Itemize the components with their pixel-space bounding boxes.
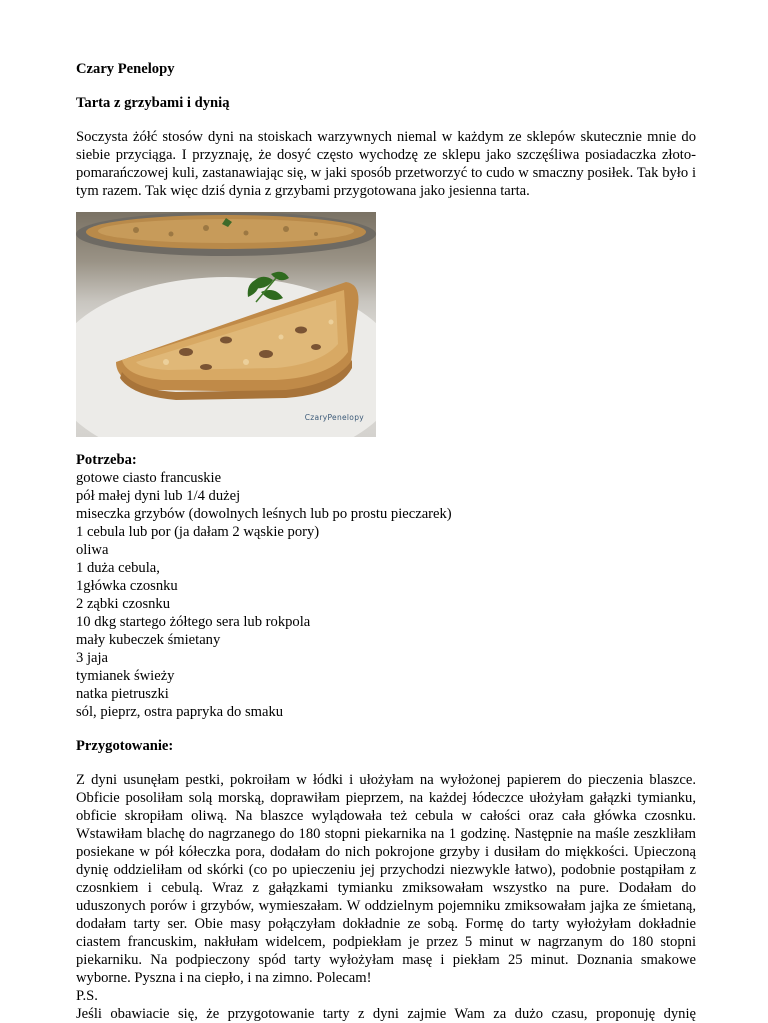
ingredient-item: oliwa: [76, 542, 109, 558]
ingredient-item: 10 dkg startego żółtego sera lub rokpola: [76, 614, 311, 630]
ingredients-heading: Potrzeba:: [76, 452, 137, 468]
ingredient-item: miseczka grzybów (dowolnych leśnych lub po prostu pieczarek): [76, 506, 452, 522]
preparation-heading: Przygotowanie:: [76, 738, 174, 754]
recipe-title: Tarta z grzybami i dynią: [76, 95, 230, 111]
ingredient-item: gotowe ciasto francuskie: [76, 470, 222, 486]
site-title: Czary Penelopy: [76, 61, 175, 77]
document-page: [76, 60, 696, 1023]
tart-photo: [76, 212, 376, 437]
ingredient-item: 1 duża cebula,: [76, 560, 160, 576]
ingredient-item: natka pietruszki: [76, 686, 169, 702]
ps-label: P.S.: [76, 988, 98, 1004]
ingredient-item: 3 jaja: [76, 650, 109, 666]
ingredients-list: [76, 469, 696, 721]
tart-photo-drawing: [76, 212, 376, 437]
ingredient-item: 1główka czosnku: [76, 578, 178, 594]
ingredient-item: tymianek świeży: [76, 668, 175, 684]
ingredient-item: mały kubeczek śmietany: [76, 632, 221, 648]
intro-paragraph: Soczysta żółć stosów dyni na stoiskach warzywnych niemal w każdym ze sklepów skutecznie mnie do siebie przyciąga. I przyznaję, że dosyć często wychodzę ze sklepu jako szczęśliwa posiadaczka złoto-pomarańczowej kuli, zastanawiając się, w jaki sposób przetworzyć to cudo w smaczny posiłek. Tak było i tym razem. Tak więc dziś dynia z grzybami przygotowana jako jesienna tarta.: [76, 129, 696, 199]
ingredient-item: 2 ząbki czosnku: [76, 596, 171, 612]
ingredient-item: pół małej dyni lub 1/4 dużej: [76, 488, 241, 504]
photo-watermark: CzaryPenelopy: [304, 413, 364, 422]
ingredient-item: 1 cebula lub por (ja dałam 2 wąskie pory): [76, 524, 320, 540]
preparation-paragraph: Z dyni usunęłam pestki, pokroiłam w łódki i ułożyłam na wyłożonej papierem do pieczenia blaszce. Obficie posoliłam solą morską, doprawiłam pieprzem, na każdej łódeczce ułożyłam gałązki tymianku, obficie skropiłam oliwą. Na blaszce wylądowała też cebula w całości oraz cała główka czosnku. Wstawiłam blachę do nagrzanego do 180 stopni piekarnika na 1 godzinę. Następnie na maśle zeszkliłam posiekane w pół kółeczka pora, dodałam do nich pokrojone grzyby i dusiłam do miękkości. Upieczoną dynię oddzieliłam od skórki (co po upieczeniu jej przychodzi niezwykle łatwo), podobnie postąpiłam z czosnkiem i cebulą. Wraz z gałązkami tymianku zmiksowałam wszystko na pure. Dodałam do uduszonych porów i grzybów, wymieszałam. W oddzielnym pojemniku zmiksowałam jajka ze śmietaną, dodałam tarty ser. Obie masy połączyłam dokładnie ze sobą. Formę do tarty wyłożyłam dokładnie ciastem francuskim, nakłułam widelcem, podpiekłam je przez 5 minut w nagrzanym do 180 stopni piekarniku. Na podpieczony spód tarty wyłożyłam masę i piekłam 25 minut. Doznania smakowe wyborne. Pyszna i na ciepło, i na zimno. Polecam!: [76, 772, 696, 986]
ingredient-item: sól, pieprz, ostra papryka do smaku: [76, 704, 284, 720]
ps-text: Jeśli obawiacie się, że przygotowanie tarty z dyni zajmie Wam za dużo czasu, proponuję dynię: [76, 1006, 696, 1022]
